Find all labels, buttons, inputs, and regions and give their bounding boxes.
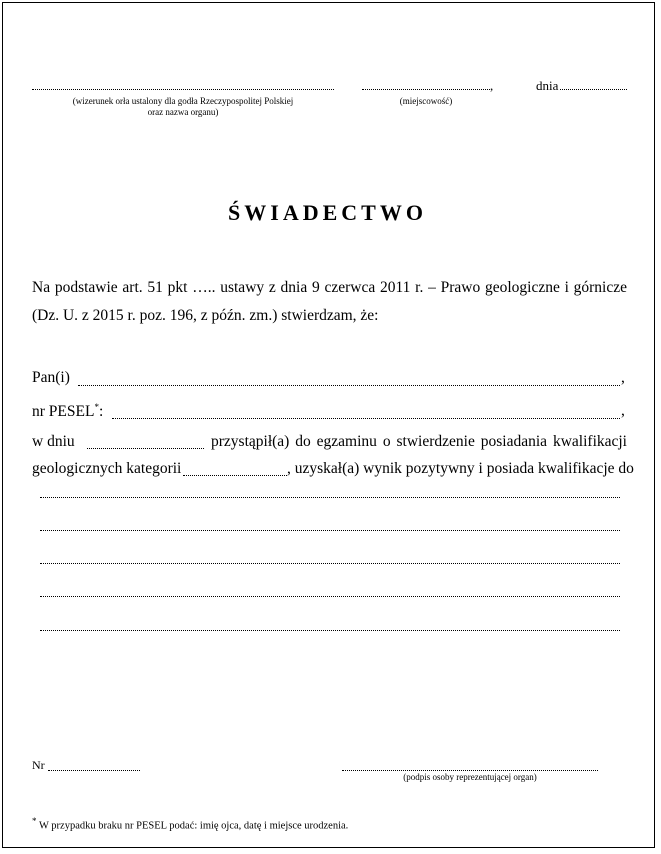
pesel-footnote-mark: * [94, 402, 99, 412]
category-rest: , uzyskał(a) wynik pozytywny i posiada kwalifikacje do [287, 460, 634, 477]
document-title: ŚWIADECTWO [228, 200, 427, 225]
emblem-caption-line1: (wizerunek orła ustalony dla godła Rzeczypospolitej Polskiej [72, 96, 294, 106]
category-start: geologicznych kategorii [32, 460, 182, 477]
blank-line-4[interactable] [40, 595, 620, 597]
name-label: Pan(i) [32, 369, 70, 386]
pesel-comma: , [621, 402, 625, 419]
date-dotted-line [560, 88, 627, 90]
blank-line-5[interactable] [40, 629, 620, 631]
blank-line-3[interactable] [40, 562, 620, 564]
blank-line-1[interactable] [40, 496, 620, 498]
signature-caption: (podpis osoby reprezentującej organ) [403, 772, 537, 782]
footnote-mark: * [32, 816, 37, 826]
footnote [32, 816, 348, 832]
place-comma: , [490, 78, 494, 93]
name-comma: , [621, 369, 625, 386]
place-dotted-line [362, 88, 490, 90]
pesel-dotted-line[interactable] [112, 417, 620, 419]
category-dotted-line[interactable] [183, 474, 287, 476]
emblem-caption [32, 96, 334, 118]
intro-line2: (Dz. U. z 2015 r. poz. 196, z późn. zm.) stwierdzam, że: [32, 307, 379, 324]
exam-date-start: w dniu [32, 433, 75, 450]
pesel-label-group [32, 402, 103, 421]
footnote-text: W przypadku braku nr PESEL podać: imię ojca, datę i miejsce urodzenia. [38, 820, 349, 832]
name-dotted-line[interactable] [78, 384, 620, 386]
emblem-caption-line2: oraz nazwa organu) [147, 107, 219, 117]
emblem-dotted-line [32, 88, 334, 90]
pesel-label: nr PESEL [32, 403, 95, 421]
exam-date-dotted-line[interactable] [87, 447, 204, 449]
intro-line1: Na podstawie art. 51 pkt ….. ustawy z dnia 9 czerwca 2011 r. – Prawo geologiczne i górnicze [32, 279, 627, 296]
pesel-colon: : [98, 403, 104, 421]
date-label: dnia [536, 78, 559, 93]
exam-date-rest: przystąpił(a) do egzaminu o stwierdzenie posiadania kwalifikacji [211, 433, 627, 450]
signature-dotted-line[interactable] [342, 769, 598, 771]
blank-line-2[interactable] [40, 529, 620, 531]
nr-dotted-line[interactable] [48, 769, 140, 771]
document-border [2, 2, 655, 848]
nr-label: Nr [32, 758, 45, 772]
place-caption: (miejscowość) [399, 96, 453, 106]
